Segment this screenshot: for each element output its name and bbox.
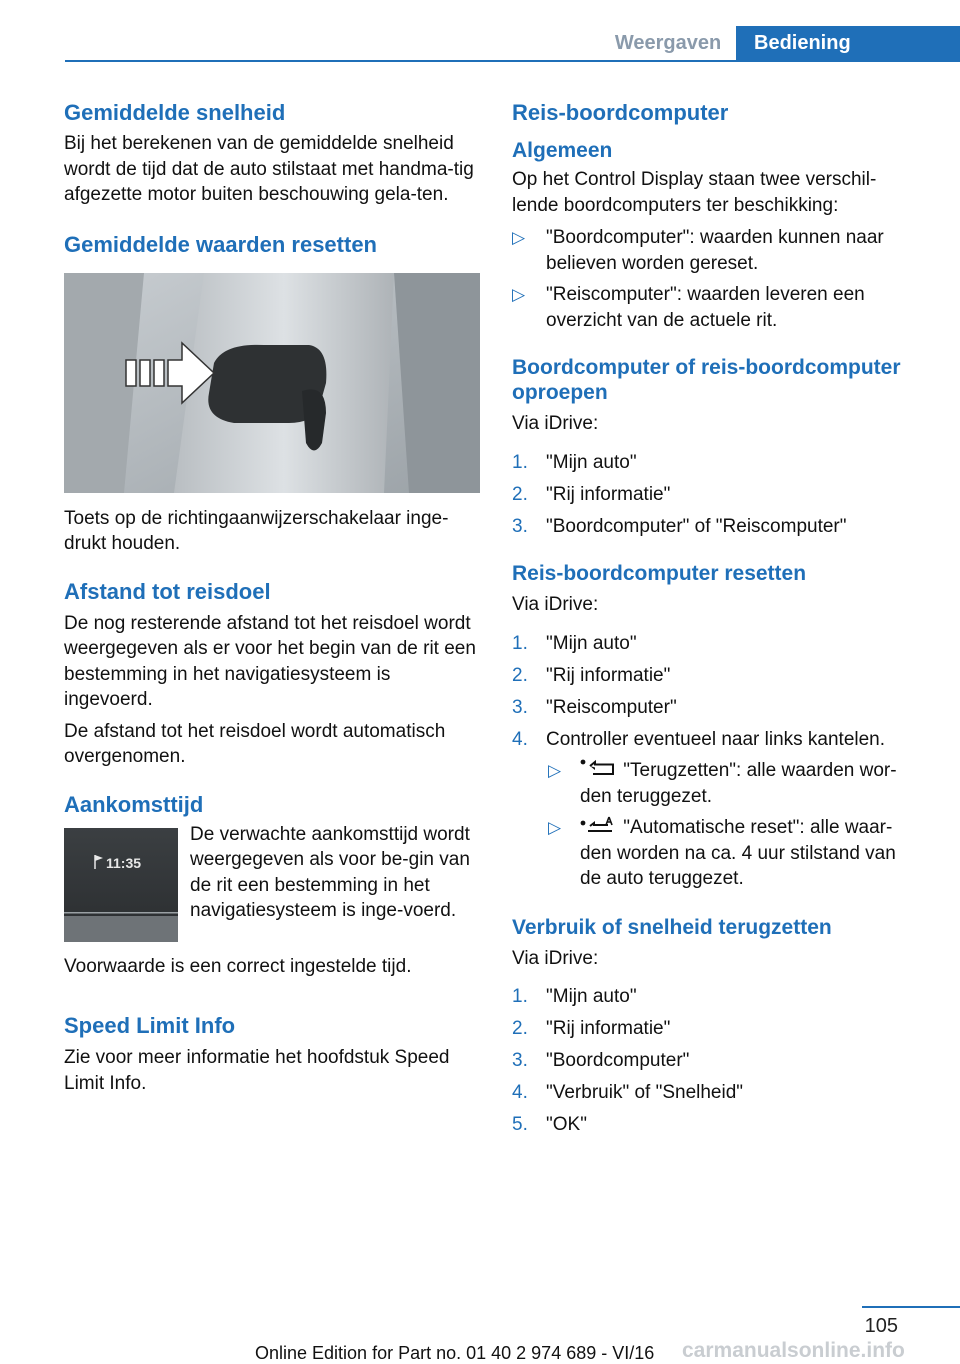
step-item: 1. "Mijn auto" [512, 632, 637, 654]
step-item: 2. "Rij informatie" [512, 1018, 671, 1039]
section-title-aankomsttijd: Aankomsttijd [64, 791, 204, 817]
footer-edition: Online Edition for Part no. 01 40 2 974 689 - VI/16 [255, 1343, 655, 1363]
section-title-algemeen: Algemeen [512, 139, 613, 162]
oproepen-via: Via iDrive: [512, 413, 599, 434]
photo-caption: Toets op de richtingaanwijzerschakelaar inge-drukt houden. [64, 507, 449, 554]
list-item: ▷ "Automatische reset": alle waar-den worden na ca. 4 uur stilstand van de auto teruggezet. [548, 817, 896, 889]
triangle-bullet-icon: ▷ [512, 228, 526, 247]
section-body-afstand-1: De nog resterende afstand tot het reisdoel wordt weergegeven als er voor het begin van de rit een bestemming in het navigatiesysteem is ingevoerd. [64, 612, 476, 710]
step-item: 1. "Mijn auto" [512, 451, 637, 473]
section-title-afstand: Afstand tot reisdoel [64, 578, 271, 604]
section-body-afstand-2: De afstand tot het reisdoel wordt automatisch overgenomen. [64, 720, 446, 767]
resetten-steps [512, 631, 922, 892]
step-item: 3. "Reiscomputer" [512, 696, 677, 718]
step-item: 2. "Rij informatie" [512, 664, 671, 686]
section-body-gemiddelde-snelheid: Bij het berekenen van de gemiddelde snelheid wordt de tijd dat de auto stilstaat met handma-tig afgezette motor buiten beschouwing gela-ten. [64, 133, 474, 205]
step-item: 5. "OK" [512, 1114, 587, 1135]
section-title-resetten: Reis-boordcomputer resetten [512, 562, 807, 585]
aankomsttijd-block [64, 822, 482, 950]
step-item: 3. "Boordcomputer" of "Reiscomputer" [512, 515, 847, 537]
section-body-aankomsttijd: De verwachte aankomsttijd wordt weergegeven als voor be-gin van de rit een bestemming in het navigatiesysteem is inge-voerd. [190, 823, 470, 921]
section-title-speed-limit: Speed Limit Info [64, 1013, 236, 1038]
step-item: 1. "Mijn auto" [512, 986, 637, 1007]
resetten-via: Via iDrive: [512, 594, 599, 615]
section-title-oproepen: Boordcomputer of reis-boordcomputer oproepen [512, 356, 901, 404]
reset-arrow-icon [580, 758, 618, 778]
section-body-algemeen: Op het Control Display staan twee verschil-lende boordcomputers ter beschikking: [512, 169, 877, 216]
list-item: ▷ "Boordcomputer": waarden kunnen naar believen worden gereset. [512, 227, 884, 274]
step-item: 4. "Verbruik" of "Snelheid" [512, 1082, 744, 1103]
section-title-gemiddelde-snelheid: Gemiddelde snelheid [64, 100, 286, 125]
chapter-title-reis-boordcomputer: Reis-boordcomputer [512, 100, 729, 125]
header-rule [65, 60, 960, 62]
triangle-bullet-icon: ▷ [512, 285, 526, 304]
oproepen-steps [512, 450, 922, 540]
section-body-aankomsttijd-2: Voorwaarde is een correct ingestelde tijd. [64, 955, 412, 977]
turn-signal-switch-photo [64, 273, 480, 493]
verbruik-steps [512, 984, 922, 1138]
right-column [512, 100, 922, 1138]
triangle-bullet-icon: ▷ [548, 761, 562, 780]
page-number: 105 [864, 1315, 898, 1337]
arrival-time-display [64, 828, 178, 942]
step-item: 2. "Rij informatie" [512, 483, 671, 505]
section-title-waarden-resetten: Gemiddelde waarden resetten [64, 231, 377, 257]
section-body-speed-limit: Zie voor meer informatie het hoofdstuk Speed Limit Info. [64, 1047, 450, 1094]
reset-options [512, 758, 922, 892]
step-item: 4. Controller eventueel naar links kantelen. ▷ "Terugzetten": alle waarden wor-den teruggezet. ▷ "Automatische reset": alle waar-den worden na ca. 4 uur stilstand van de auto teruggezet. [512, 727, 922, 892]
footer-rule [862, 1306, 960, 1308]
watermark: carmanualsonline.info [682, 1339, 905, 1362]
list-item: ▷ "Terugzetten": alle waarden wor-den teruggezet. [548, 760, 897, 807]
header-tab-weergaven: Weergaven [614, 32, 722, 54]
auto-reset-icon [580, 815, 618, 835]
header-tab-bediening: Bediening [736, 26, 960, 60]
left-column [64, 100, 482, 1096]
list-item: ▷ "Reiscomputer": waarden leveren een overzicht van de actuele rit. [512, 284, 865, 331]
algemeen-list [512, 225, 922, 333]
section-title-verbruik: Verbruik of snelheid terugzetten [512, 915, 832, 939]
step-item: 3. "Boordcomputer" [512, 1050, 690, 1071]
verbruik-via: Via iDrive: [512, 947, 599, 969]
triangle-bullet-icon: ▷ [548, 818, 562, 837]
arrival-time-clock: 11:35 [106, 854, 142, 871]
